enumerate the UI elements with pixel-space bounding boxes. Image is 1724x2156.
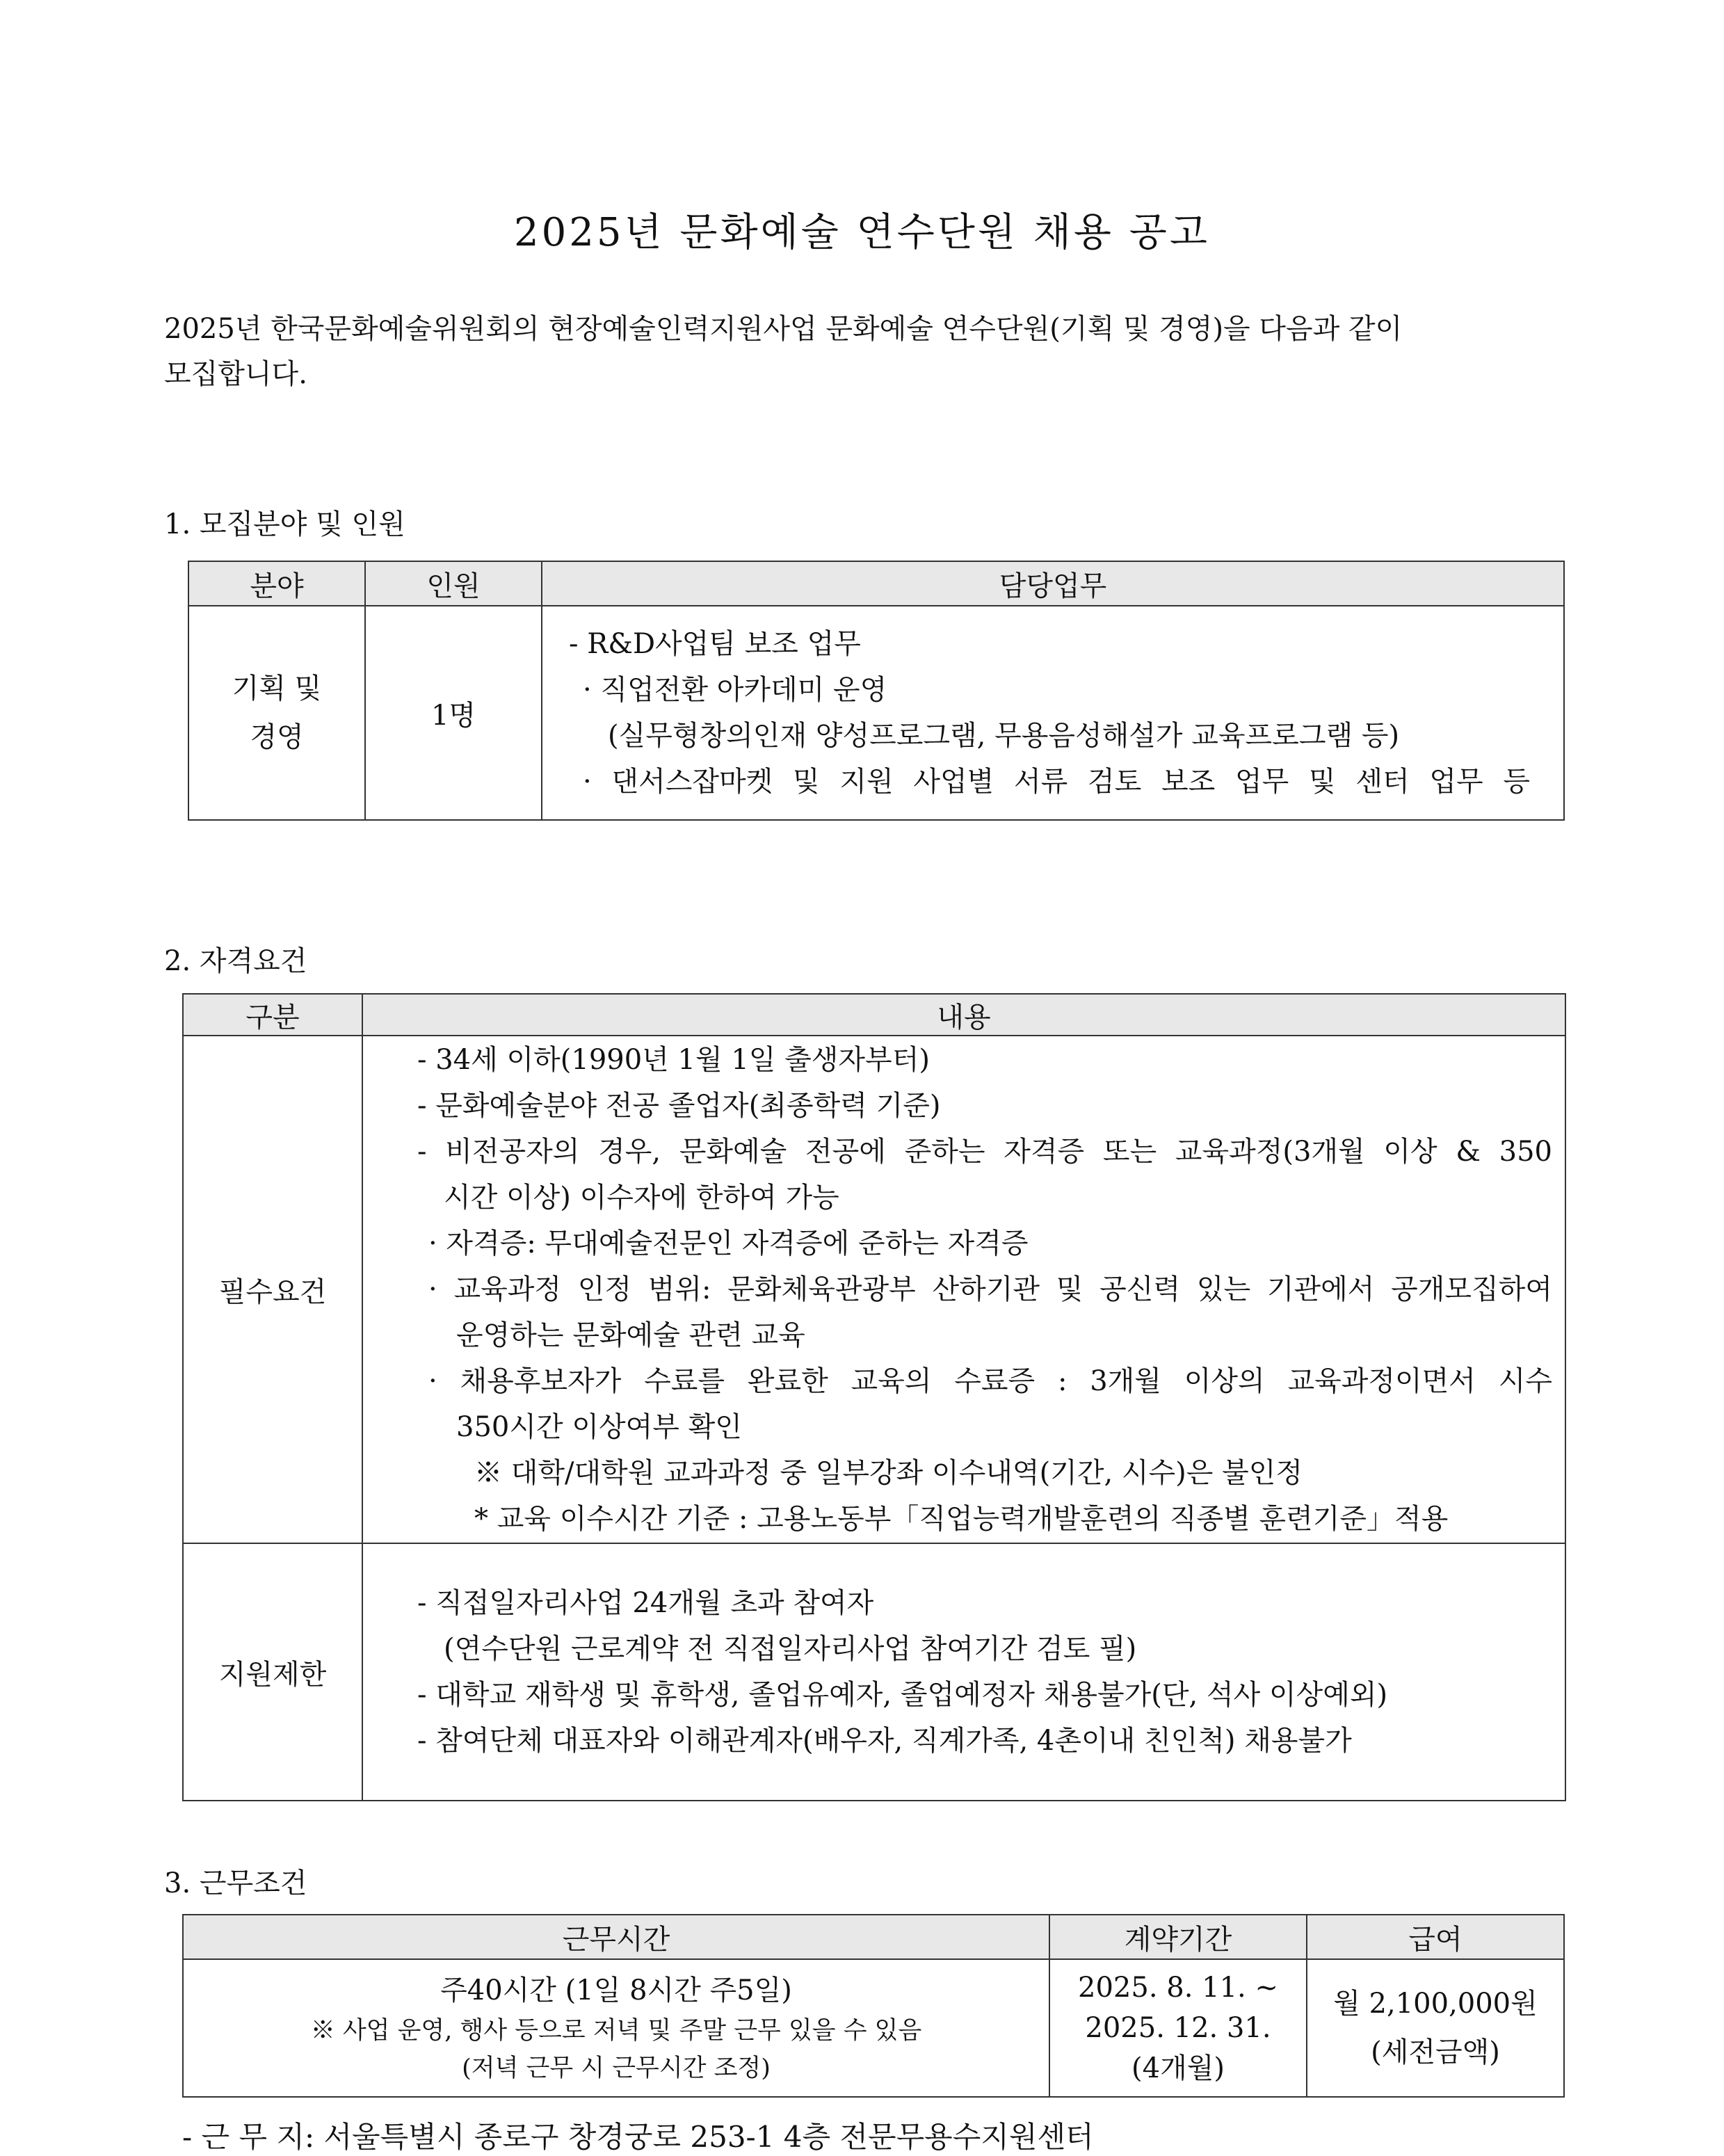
- intro-line-2: 모집합니다.: [164, 358, 307, 390]
- requirement-line: 350시간 이상여부 확인: [456, 1411, 742, 1443]
- duty-line: · 댄서스잡마켓 및 지원 사업별 서류 검토 보조 업무 및 센터 업무 등: [583, 766, 1530, 798]
- duties-cell: [542, 606, 1564, 820]
- field-line-2: 경영: [250, 721, 304, 753]
- section-1-heading: 1. 모집분야 및 인원: [164, 508, 405, 540]
- intro-line-1: 2025년 한국문화예술위원회의 현장예술인력지원사업 문화예술 연수단원(기획 및 경영)을 다음과 같이: [164, 313, 1403, 345]
- field-line-1: 기획 및: [232, 673, 322, 705]
- header-count: 인원: [365, 561, 542, 606]
- field-cell: [188, 606, 365, 820]
- conditions-table: [182, 1914, 1565, 2098]
- header-field: 분야: [188, 561, 365, 606]
- requirement-line: - 34세 이하(1990년 1월 1일 출생자부터): [417, 1044, 930, 1076]
- period-cell: [1049, 1959, 1307, 2097]
- section-3-heading: 3. 근무조건: [164, 1867, 307, 1899]
- header-period: 계약기간: [1049, 1915, 1307, 1959]
- period-months: (4개월): [1131, 2052, 1225, 2084]
- restriction-line: (연수단원 근로계약 전 직접일자리사업 참여기간 검토 필): [444, 1633, 1137, 1665]
- section-2-heading: 2. 자격요건: [164, 945, 307, 977]
- requirement-line: - 비전공자의 경우, 문화예술 전공에 준하는 자격증 또는 교육과정(3개월 이상 & 350: [417, 1136, 1552, 1168]
- period-start: 2025. 8. 11. ~: [1078, 1972, 1278, 2004]
- hours-note-2: (저녁 근무 시 근무시간 조정): [462, 2054, 771, 2082]
- recruitment-table: [188, 561, 1565, 821]
- hours-cell: [183, 1959, 1049, 2097]
- requirement-line: 운영하는 문화예술 관련 교육: [456, 1319, 805, 1351]
- salary-amount: 월 2,100,000원: [1333, 1988, 1538, 2020]
- requirement-line: - 문화예술분야 전공 졸업자(최종학력 기준): [417, 1090, 941, 1122]
- salary-note: (세전금액): [1371, 2036, 1500, 2068]
- qualification-table: [182, 993, 1566, 1801]
- requirement-line: 시간 이상) 이수자에 한하여 가능: [444, 1182, 839, 1214]
- duty-line: - R&D사업팀 보조 업무: [569, 628, 861, 660]
- required-label: 필수요건: [183, 1036, 362, 1543]
- work-location: - 근 무 지: 서울특별시 종로구 창경궁로 253-1 4층 전문무용수지원센터: [182, 2120, 1094, 2154]
- restriction-line: - 직접일자리사업 24개월 초과 참여자: [417, 1587, 874, 1619]
- salary-cell: [1307, 1959, 1564, 2097]
- requirement-line: · 자격증: 무대예술전문인 자격증에 준하는 자격증: [428, 1228, 1029, 1260]
- requirement-line: · 채용후보자가 수료를 완료한 교육의 수료증 : 3개월 이상의 교육과정이면서 시수: [428, 1365, 1552, 1397]
- duty-line: · 직업전환 아카데미 운영: [583, 674, 887, 706]
- duty-line: (실무형창의인재 양성프로그램, 무용음성해설가 교육프로그램 등): [608, 720, 1400, 752]
- count-cell: 1명: [365, 606, 542, 820]
- header-category: 구분: [183, 994, 362, 1036]
- required-cell: [362, 1036, 1565, 1543]
- header-hours: 근무시간: [183, 1915, 1049, 1959]
- hours-note-1: ※ 사업 운영, 행사 등으로 저녁 및 주말 근무 있을 수 있음: [310, 2017, 922, 2045]
- requirement-line: * 교육 이수시간 기준 : 고용노동부「직업능력개발훈련의 직종별 훈련기준」적용: [474, 1503, 1449, 1535]
- requirement-line: ※ 대학/대학원 교과과정 중 일부강좌 이수내역(기간, 시수)은 불인정: [474, 1457, 1303, 1489]
- header-duties: 담당업무: [542, 561, 1564, 606]
- requirement-line: · 교육과정 인정 범위: 문화체육관광부 산하기관 및 공신력 있는 기관에서 공개모집하여: [428, 1273, 1552, 1305]
- page-title: 2025년 문화예술 연수단원 채용 공고: [514, 210, 1210, 255]
- restriction-line: - 대학교 재학생 및 휴학생, 졸업유예자, 졸업예정자 채용불가(단, 석사 이상예외): [417, 1679, 1388, 1711]
- restriction-cell: [362, 1543, 1565, 1801]
- restriction-line: - 참여단체 대표자와 이해관계자(배우자, 직계가족, 4촌이내 친인척) 채용불가: [417, 1725, 1352, 1757]
- restriction-label: 지원제한: [183, 1543, 362, 1801]
- period-end: 2025. 12. 31.: [1085, 2012, 1271, 2044]
- hours-main: 주40시간 (1일 8시간 주5일): [440, 1974, 792, 2006]
- header-salary: 급여: [1307, 1915, 1564, 1959]
- header-content: 내용: [362, 994, 1565, 1036]
